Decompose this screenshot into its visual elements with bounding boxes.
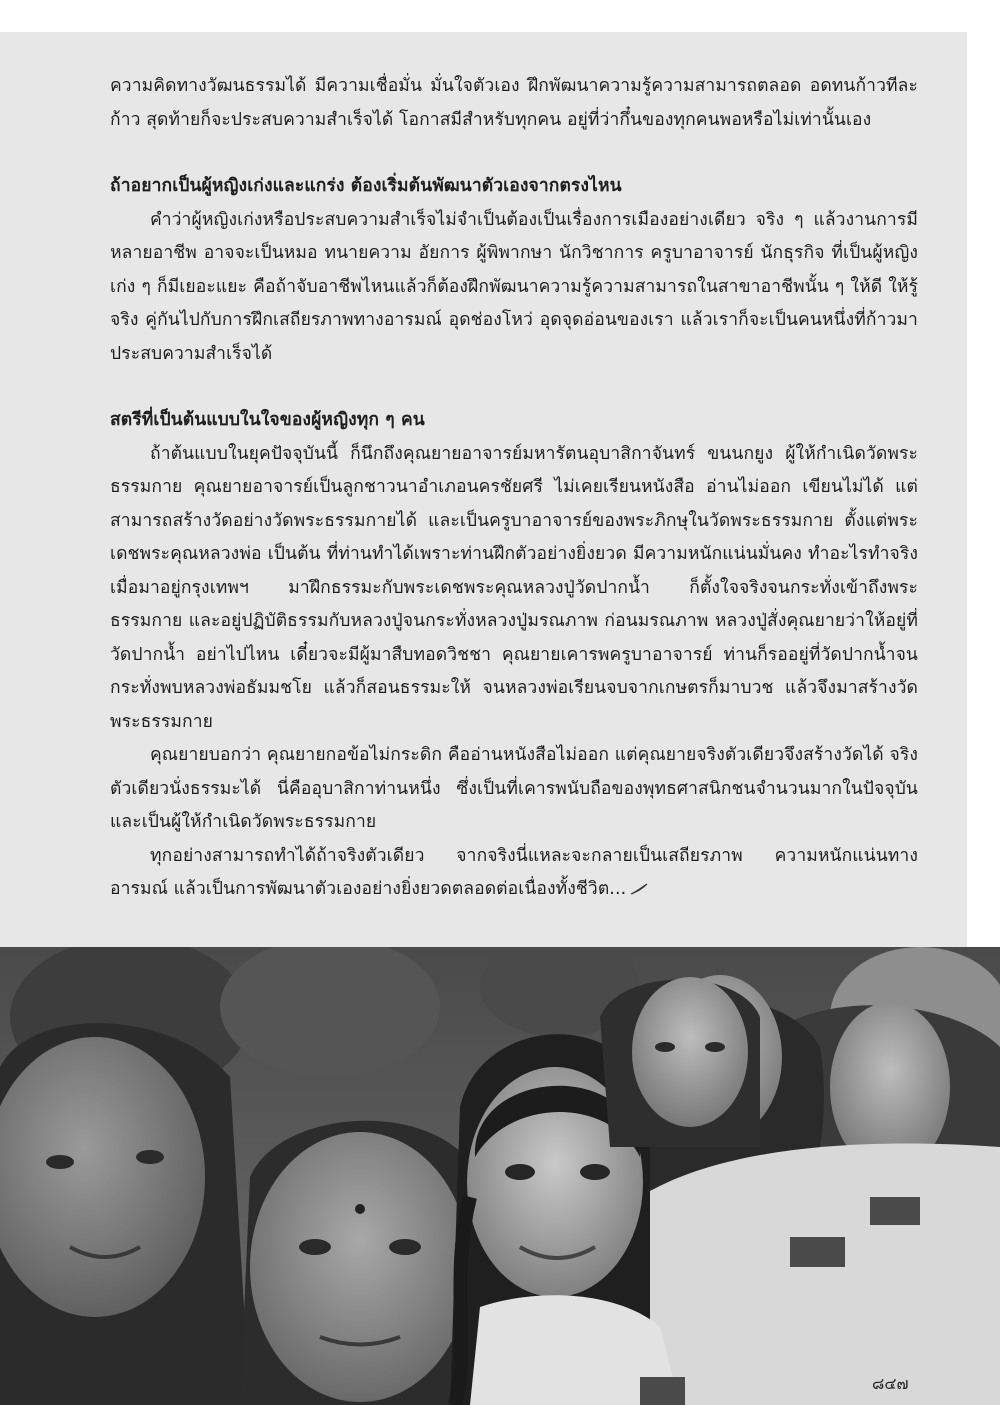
section-paragraph: คุณยายบอกว่า คุณยายกอข้อไม่กระดิก คืออ่านหนังสือไม่ออก แต่คุณยายจริงตัวเดียวจึงสร้างวัดได้ จริงตัวเดียวนั่งธรรมะได้ นี่คืออุบาสิกาท่านหนึ่ง ซึ่งเป็นที่เคารพนับถือของพุทธศาสนิกชนจำนวนมากในปัจจุบัน และเป็นผู้ให้กำเนิดวัดพระธรรมกาย — [110, 745, 918, 832]
closing-text: ทุกอย่างสามารถทำได้ถ้าจริงตัวเดียว จากจริงนี่แหละจะกลายเป็นเสถียรภาพ ความหนักแน่นทางอารมณ์ แล้วเป็นการพัฒนาตัวเองอย่างยิ่งยวดตลอดต่อเนื่องทั้งชีวิต... — [110, 845, 918, 899]
women-group-photo — [0, 947, 1000, 1405]
photo-illustration — [0, 947, 1000, 1405]
page-number: ๘๔๗ — [872, 1374, 909, 1393]
section-heading-role-model: สตรีที่เป็นต้นแบบในใจของผู้หญิงทุก ๆ คน — [110, 410, 425, 430]
feather-quill-icon — [630, 883, 648, 895]
section-paragraph: คำว่าผู้หญิงเก่งหรือประสบความสำเร็จไม่จำเป็นต้องเป็นเรื่องการเมืองอย่างเดียว จริง ๆ แล้วงานการมีหลายอาชีพ อาจจะเป็นหมอ ทนายความ อัยการ ผู้พิพากษา นักวิชาการ ครูบาอาจารย์ นักธุรกิจ ที่เป็นผู้หญิงเก่ง ๆ ก็มีเยอะแยะ คือถ้าจับอาชีพไหนแล้วก็ต้องฝึกพัฒนาความรู้ความสามารถในสาขาอาชีพนั้น ๆ ให้ดี ให้รู้จริง คู่กันไปกับการฝึกเสถียรภาพทางอารมณ์ อุดช่องโหว่ อุดจุดอ่อนของเรา แล้วเราก็จะเป็นคนหนึ่งที่ก้าวมาประสบความสำเร็จได้ — [110, 209, 918, 364]
text-panel — [0, 32, 967, 947]
section-paragraph: ถ้าต้นแบบในยุคปัจจุบันนี้ ก็นึกถึงคุณยายอาจารย์มหารัตนอุบาสิกาจันทร์ ขนนกยูง ผู้ให้กำเนิดวัดพระธรรมกาย คุณยายอาจารย์เป็นลูกชาวนาอำเภอนครชัยศรี ไม่เคยเรียนหนังสือ อ่านไม่ออก เขียนไม่ได้ แต่สามารถสร้างวัดอย่างวัดพระธรรมกายได้ และเป็นครูบาอาจารย์ของพระภิกษุในวัดพระธรรมกาย ตั้งแต่พระเดชพระคุณหลวงพ่อ เป็นต้น ที่ท่านทำได้เพราะท่านฝึกตัวอย่างยิ่งยวด มีความหนักแน่นมั่นคง ทำอะไรทำจริง เมื่อมาอยู่กรุงเทพฯ มาฝึกธรรมะกับพระเดชพระคุณหลวงปู่วัดปากน้ำ ก็ตั้งใจจริงจนกระทั่งเข้าถึงพระธรรมกาย และอยู่ปฏิบัติธรรมกับหลวงปู่จนกระทั่งหลวงปู่มรณภาพ ก่อนมรณภาพ หลวงปู่สั่งคุณยายว่าให้อยู่ที่วัดปากน้ำ อย่าไปไหน เดี๋ยวจะมีผู้มาสืบทอดวิชชา คุณยายเคารพครูบาอาจารย์ ท่านก็รออยู่ที่วัดปากน้ำจนกระทั่งพบหลวงพ่อธัมมชโย แล้วก็สอนธรรมะให้ จนหลวงพ่อเรียนจบจากเกษตรก็มาบวช แล้วจึงมาสร้างวัดพระธรรมกาย — [110, 443, 918, 732]
intro-paragraph: ความคิดทางวัฒนธรรมได้ มีความเชื่อมั่น มั่นใจตัวเอง ฝึกพัฒนาความรู้ความสามารถตลอด อดทนก้าวทีละก้าว สุดท้ายก็จะประสบความสำเร็จได้ โอกาสมีสำหรับทุกคน อยู่ที่ว่ากึ๋นของทุกคนพอหรือไม่เท่านั้นเอง — [110, 76, 918, 130]
closing-paragraph — [110, 840, 918, 907]
section-heading-strong-women: ถ้าอยากเป็นผู้หญิงเก่งและแกร่ง ต้องเริ่มต้นพัฒนาตัวเองจากตรงไหน — [110, 176, 622, 196]
article-body — [110, 70, 918, 907]
